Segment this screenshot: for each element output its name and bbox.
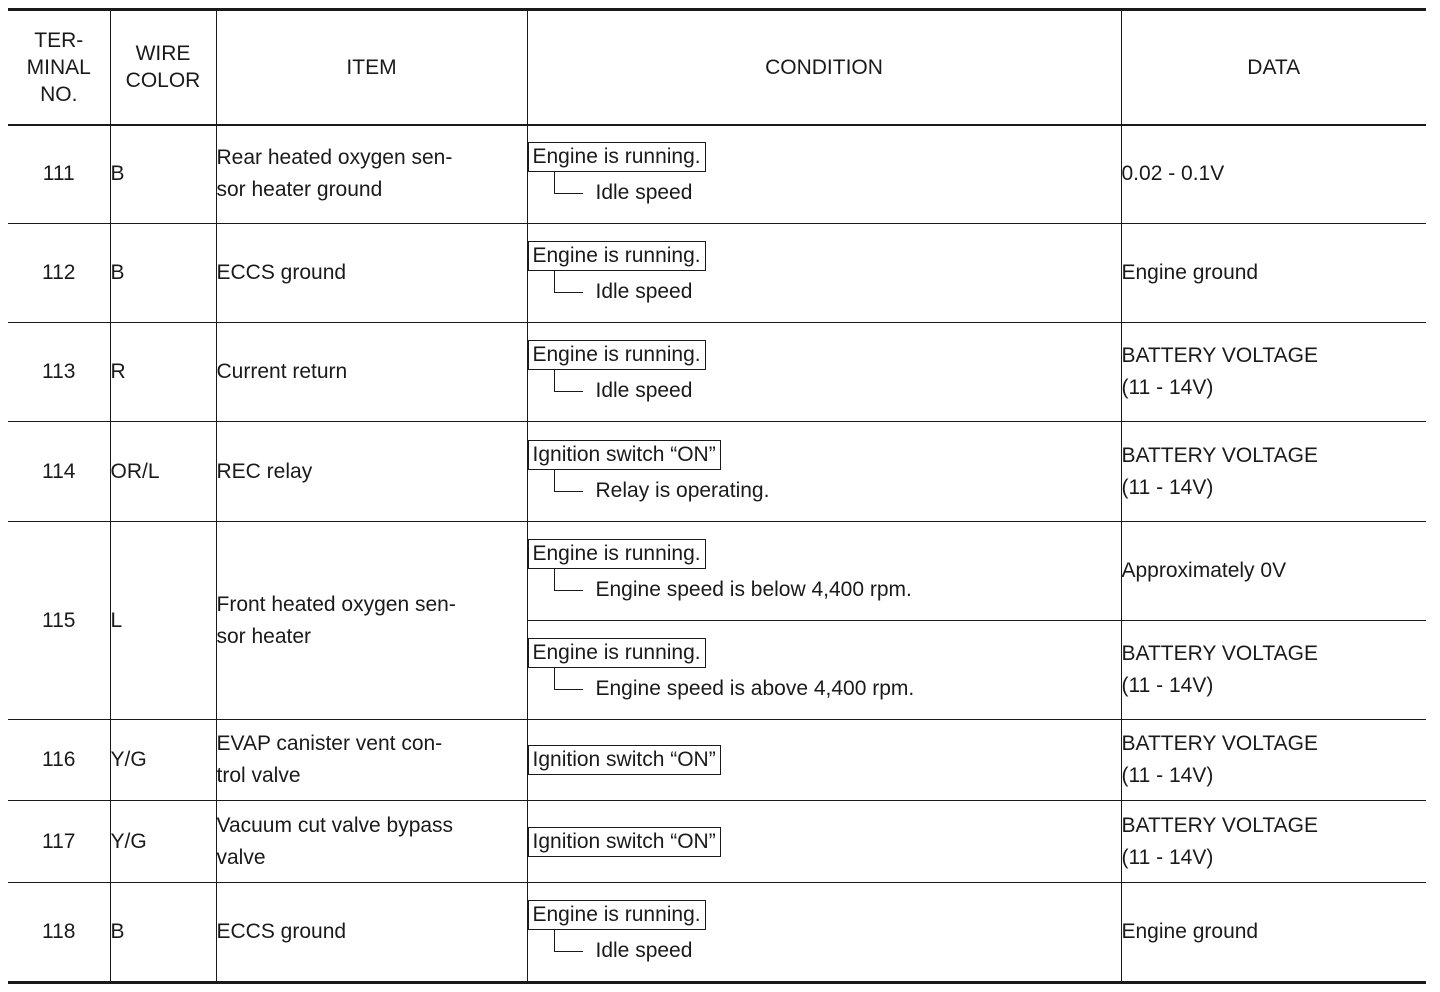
condition-box: Ignition switch “ON”: [528, 745, 721, 775]
data-line: BATTERY VOLTAGE: [1121, 642, 1318, 665]
table-body: [8, 125, 1426, 983]
header-data: DATA: [1121, 10, 1426, 125]
ecm-terminal-table: [8, 8, 1426, 984]
terminal-no: 114: [8, 422, 110, 522]
terminal-no: 111: [8, 125, 110, 224]
data-line: (11 - 14V): [1121, 764, 1214, 787]
table-row: [8, 883, 1426, 983]
condition-box: Ignition switch “ON”: [528, 440, 721, 470]
condition-cell: [527, 125, 1121, 224]
item-cell: [216, 720, 527, 801]
table-row: [8, 422, 1426, 522]
item-cell: [216, 522, 527, 720]
data-line: BATTERY VOLTAGE: [1121, 813, 1318, 837]
condition-sub: Engine speed is below 4,400 rpm.: [554, 576, 1121, 604]
header-terminal-no: [8, 10, 110, 125]
data-cell: [1121, 125, 1426, 224]
condition-sub: Idle speed: [554, 937, 1121, 965]
condition-sub: Idle speed: [554, 377, 1121, 405]
condition-cell: [527, 323, 1121, 422]
wire-color: B: [110, 224, 216, 323]
wire-color: Y/G: [110, 801, 216, 883]
data-cell: [1121, 224, 1426, 323]
condition-box: Engine is running.: [528, 900, 706, 930]
wire-color: OR/L: [110, 422, 216, 522]
item-cell: [216, 125, 527, 224]
condition-cell: [527, 720, 1121, 801]
table-row: [8, 801, 1426, 883]
terminal-no: 118: [8, 883, 110, 983]
item-cell: [216, 224, 527, 323]
table-row: [8, 125, 1426, 224]
table-row: [8, 224, 1426, 323]
item-line: Rear heated oxygen sen-: [216, 146, 453, 170]
condition-cell: [527, 621, 1121, 720]
header-row: [8, 10, 1426, 125]
header-wire-line: COLOR: [125, 69, 201, 93]
header-wire-line: WIRE: [135, 42, 191, 66]
condition-sub: Idle speed: [554, 179, 1121, 207]
item-cell: [216, 422, 527, 522]
terminal-no: 113: [8, 323, 110, 422]
data-cell: [1121, 323, 1426, 422]
header-item: ITEM: [216, 10, 527, 125]
item-line: Current return: [216, 360, 348, 383]
header-terminal-line: NO.: [40, 82, 78, 106]
header-terminal-line: MINAL: [26, 55, 91, 79]
data-line: Approximately 0V: [1121, 559, 1287, 582]
terminal-no: 115: [8, 522, 110, 720]
condition-cell: [527, 801, 1121, 883]
item-line: sor heater: [216, 624, 312, 648]
data-line: Engine ground: [1121, 920, 1259, 943]
wire-color: R: [110, 323, 216, 422]
data-cell: [1121, 801, 1426, 883]
condition-sub: Idle speed: [554, 278, 1121, 306]
condition-cell: [527, 522, 1121, 621]
table-row: [8, 720, 1426, 801]
item-line: EVAP canister vent con-: [216, 732, 443, 755]
table-row: [8, 522, 1426, 621]
terminal-no: 116: [8, 720, 110, 801]
condition-sub: Relay is operating.: [554, 477, 1121, 505]
condition-box: Engine is running.: [528, 340, 706, 370]
data-line: (11 - 14V): [1121, 475, 1214, 499]
wire-color: B: [110, 125, 216, 224]
data-line: Engine ground: [1121, 261, 1259, 284]
data-line: BATTERY VOLTAGE: [1121, 443, 1318, 467]
terminal-no: 112: [8, 224, 110, 323]
data-line: (11 - 14V): [1121, 674, 1214, 697]
condition-box: Engine is running.: [528, 638, 706, 668]
data-cell: [1121, 422, 1426, 522]
data-line: (11 - 14V): [1121, 845, 1214, 869]
condition-box: Engine is running.: [528, 241, 706, 271]
item-line: trol valve: [216, 764, 301, 787]
wire-color: L: [110, 522, 216, 720]
data-line: BATTERY VOLTAGE: [1121, 732, 1318, 755]
condition-box: Ignition switch “ON”: [528, 827, 721, 857]
item-cell: [216, 883, 527, 983]
data-line: 0.02 - 0.1V: [1121, 162, 1225, 186]
data-line: BATTERY VOLTAGE: [1121, 344, 1318, 367]
item-line: ECCS ground: [216, 920, 347, 943]
item-cell: [216, 323, 527, 422]
item-line: ECCS ground: [216, 261, 347, 284]
data-line: (11 - 14V): [1121, 376, 1214, 399]
header-terminal-line: TER-: [34, 28, 84, 52]
item-line: Front heated oxygen sen-: [216, 592, 456, 616]
table-row: [8, 323, 1426, 422]
item-line: REC relay: [216, 459, 313, 483]
data-cell: [1121, 522, 1426, 621]
condition-cell: [527, 883, 1121, 983]
data-cell: [1121, 621, 1426, 720]
item-line: sor heater ground: [216, 178, 383, 202]
wire-color: B: [110, 883, 216, 983]
condition-sub: Engine speed is above 4,400 rpm.: [554, 675, 1121, 703]
item-cell: [216, 801, 527, 883]
item-line: Vacuum cut valve bypass: [216, 813, 454, 837]
condition-box: Engine is running.: [528, 539, 706, 569]
header-condition: CONDITION: [527, 10, 1121, 125]
item-line: valve: [216, 845, 266, 869]
data-cell: [1121, 883, 1426, 983]
condition-box: Engine is running.: [528, 142, 706, 172]
terminal-no: 117: [8, 801, 110, 883]
data-cell: [1121, 720, 1426, 801]
condition-cell: [527, 422, 1121, 522]
wire-color: Y/G: [110, 720, 216, 801]
header-wire-color: [110, 10, 216, 125]
condition-cell: [527, 224, 1121, 323]
